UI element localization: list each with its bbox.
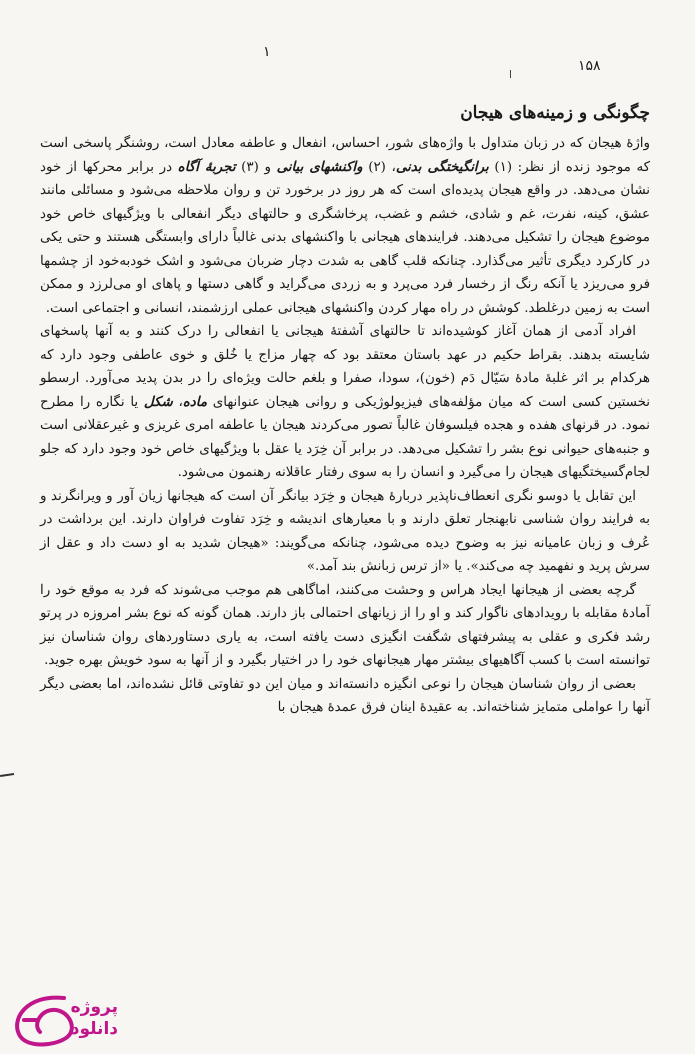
text-run: گرچه بعضی از هیجانها ایجاد هراس و وحشت می‌کنند، اماگاهی هم موجب می‌شوند که فرد به موقع خود را آمادهٔ مقابله با رویدادهای ناگوار کند و او را از زیانهای احتمالی باز دارند. همان گونه که نوع بشر امروزه در پرتو رشد فکری و عقلی به پیشرفتهای شگفت انگیزی دست یافته است، به یاری دستاوردهای روان شناسان نیز توانسته است با کسب آگاهیهای بیشتر مهار هیجانهای خود را در اختیار بگیرد و از آنها به سود خویش بهره جوید. — [40, 582, 650, 668]
section-title: چگونگی و زمینه‌های هیجان — [460, 103, 650, 123]
text-run: در برابر محرکها از خود نشان می‌دهد. در واقع هیجان پدیده‌ای است که هر روز در برخورد تن و روان ملاحظه می‌شود و مسائلی مانند عشق، کینه، نفرت، غم و شادی، خشم و غضب، پرخاشگری و حالتهای دیگر انفعالی با ویژگیهای خاص خود موضوع هیجان را تشکیل می‌دهند. فرایندهای هیجانی با واکنشهای بدنی غالباً دارای وابستگی هستند و حتی یکی در کارکرد دیگری تأثیر می‌گذارد. چنانکه قلب گاهی به شدت دچار ضربان می‌شود و اشک خودبه‌خود از چشمها فرو می‌ریزد یا آنکه رنگ از رخسار فرد می‌پرد و به زردی می‌گراید و گاهی دستها و پاهای او می‌لرزد و ممکن است به زمین درغلطد. کوشش در راه مهار کردن واکنشهای هیجانی عملی ارزشمند، انسانی و اجتماعی است. — [40, 159, 650, 316]
paragraph-5 — [40, 673, 650, 720]
page-number: ۱۵۸ — [578, 58, 601, 74]
tick-mark — [510, 70, 511, 78]
paragraph-4 — [40, 579, 650, 673]
margin-mark — [0, 773, 14, 776]
text-run: این تقابل یا دوسو نگری انعطاف‌ناپذیر دربارهٔ هیجان و خِرَد بیانگر آن است که هیجانها زیان آور و ویرانگرند و به فرایند روان شناسی نابهنجار تعلق دارند و با معیارهای اندیشه و خِرَد تفاوت فراوان دارند. این برداشت در عُرف و زبان عامیانه نیز به وضوح دیده می‌شود، چنانکه می‌گویند: «هیجان شدید به او دست داد و عقل از سرش پرید و نفهمید چه می‌کند». یا «از ترس زبانش بند آمد.» — [40, 488, 650, 574]
page-content — [40, 100, 650, 720]
paragraph-1 — [40, 132, 650, 320]
watermark-line-2: دانلود — [70, 1019, 118, 1039]
emphasis: واکنشهای بیانی — [276, 158, 363, 175]
paragraph-3 — [40, 485, 650, 579]
text-run: بعضی از روان شناسان هیجان را نوعی انگیزه دانسته‌اند و میان این دو تفاوتی قائل نشده‌اند، اما بعضی دیگر آنها را عواملی متمایز شناخته‌اند. به عقیدهٔ اینان فرق عمدهٔ هیجان با — [40, 676, 650, 715]
text-run: و (۳) — [235, 159, 277, 175]
watermark-logo — [6, 990, 122, 1050]
emphasis: تجربهٔ آگاه — [177, 158, 236, 175]
emphasis: ماده — [182, 393, 208, 410]
text-run: یا نگاره را مطرح نمود. در قرنهای هفده و هجده فیلسوفان غالباً تصور می‌کردند هیجان یا عاطفه امری غریزی و غیرعقلانی است و جنبه‌های حیوانی نوع بشر را تشکیل می‌دهد. در برابر آن خِرَد یا عقل با ویژگیهای خاص خود وجود دارد که جلو لجام‌گسیختگیهای هیجان را می‌گیرد و انسان را به سوی رفتار عاقلانه رهنمون می‌شود. — [40, 394, 650, 480]
text-run: ، (۲) — [362, 159, 396, 175]
watermark-text — [56, 996, 118, 1040]
text-run: افراد آدمی از همان آغاز کوشیده‌اند تا حالتهای آشفتهٔ هیجانی یا انفعالی را درک کنند و به آنها پاسخهای شایسته بدهند. بقراط حکیم در عهد باستان معتقد بود که چهار مزاج یا خُلق و خوی عاطفی وجود دارد که هرکدام بر اثر غلبهٔ مادهٔ سَیّال دَم (خون)، سودا، صفرا و بلغم حالت ویژه‌ای را در بدن پدید می‌آورد. ارسطو نخستین کسی است که میان مؤلفه‌های فیزیولوژیکی و روانی هیجان عنوانهای — [40, 324, 650, 410]
text-run: ، — [172, 394, 183, 410]
text-run: واژهٔ هیجان که در زبان متداول با واژه‌های شور، احساس، انفعال و عاطفه معادل است، روشنگر پاسخی است که موجود زنده از نظر: (۱) — [40, 136, 650, 175]
top-mark: ۱ — [263, 44, 271, 60]
watermark-line-1: پروژه — [70, 997, 118, 1017]
emphasis: برانگیختگی بدنی — [395, 158, 489, 175]
paragraph-2 — [40, 320, 650, 485]
emphasis: شکل — [143, 393, 173, 410]
